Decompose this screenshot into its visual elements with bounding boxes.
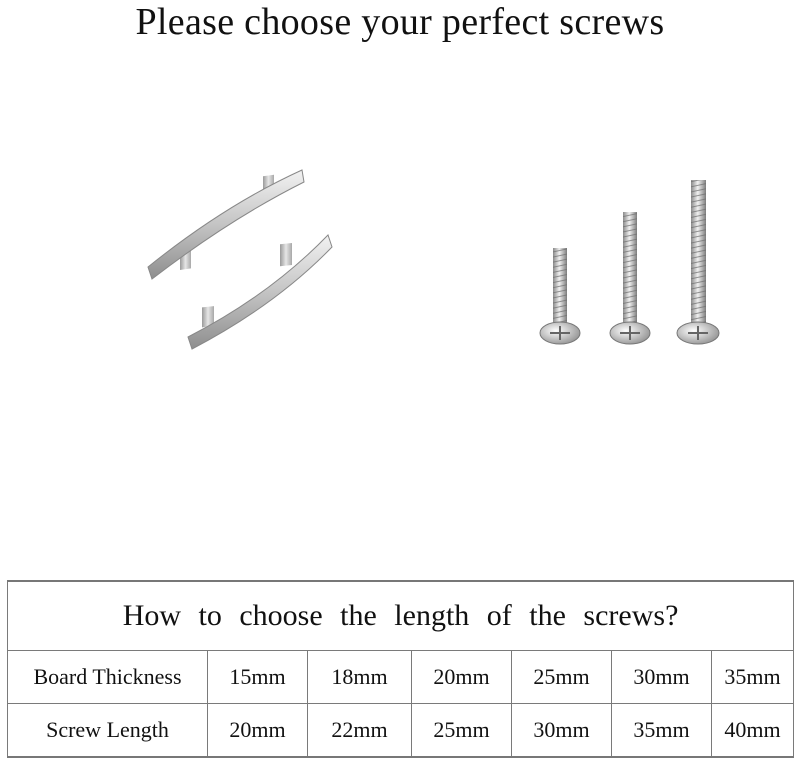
screws-image [520, 170, 760, 360]
table-cell: 30mm [612, 651, 712, 704]
long-screw [677, 180, 719, 344]
short-screw [540, 248, 580, 344]
screw-length-table [7, 580, 793, 754]
table-cell: 30mm [512, 704, 612, 758]
table-heading: How to choose the length of the screws? [8, 581, 794, 651]
table-cell: 40mm [712, 704, 794, 758]
table-row-board-thickness [8, 651, 794, 704]
table-cell: 25mm [412, 704, 512, 758]
table-row-screw-length [8, 704, 794, 758]
table-cell: 25mm [512, 651, 612, 704]
row-label: Screw Length [8, 704, 208, 758]
table-cell: 35mm [612, 704, 712, 758]
row-label: Board Thickness [8, 651, 208, 704]
table-cell: 22mm [308, 704, 412, 758]
table-cell: 35mm [712, 651, 794, 704]
page-title: Please choose your perfect screws [135, 1, 665, 43]
table-cell: 20mm [208, 704, 308, 758]
medium-screw [610, 212, 650, 344]
table-cell: 20mm [412, 651, 512, 704]
table-cell: 15mm [208, 651, 308, 704]
table-cell: 18mm [308, 651, 412, 704]
cabinet-handles-image [130, 155, 350, 365]
